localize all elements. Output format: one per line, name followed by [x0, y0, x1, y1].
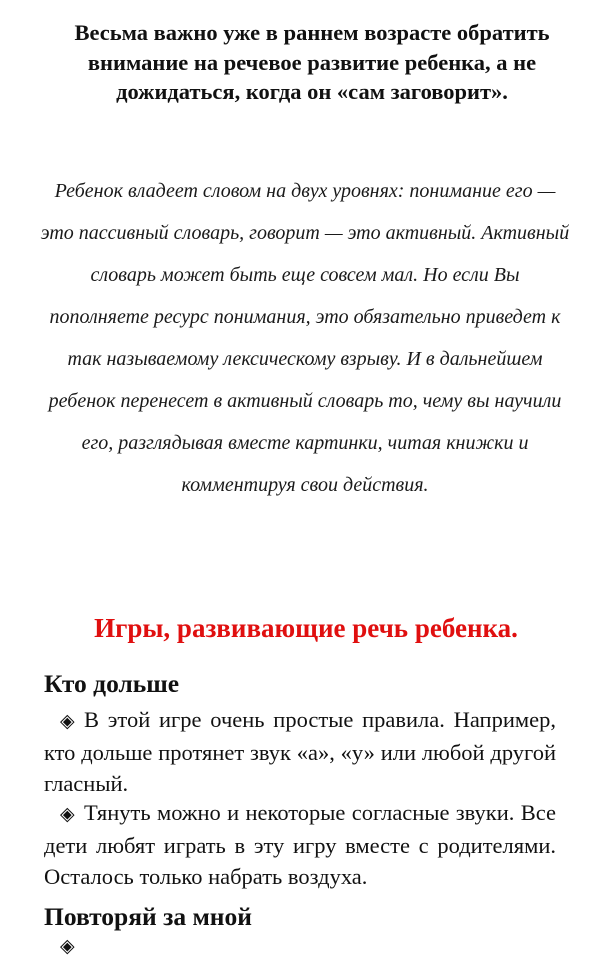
diamond-bullet-icon: ◈ — [60, 710, 75, 732]
game-rule-item — [44, 797, 556, 892]
game-rule-item — [44, 704, 556, 799]
game-rule-text: В этой игре очень простые правила. Например, кто дольше протянет звук «а», «у» или любой другой гласный. — [44, 707, 556, 796]
intro-heading: Весьма важно уже в раннем возрасте обратить внимание на речевое развитие ребенка, а не дожидаться, когда он «сам заговорит». — [74, 20, 550, 104]
diamond-bullet-icon: ◈ — [60, 803, 75, 825]
section-title: Игры, развивающие речь ребенка. — [94, 613, 518, 643]
game-rule-text: Тянуть можно и некоторые согласные звуки. Все дети любят играть в эту игру вместе с родителями. Осталось только набрать воздуха. — [44, 800, 556, 889]
intro-paragraph: Ребенок владеет словом на двух уровнях: понимание его — это пассивный словарь, говорит — это активный. Активный словарь может быть еще совсем мал. Но если Вы пополняете ресурс понимания, это обязательно приведет к так называемому лексическому взрыву. И в дальнейшем ребенок перенесет в активный словарь то, чему вы научили его, разглядывая вместе картинки, читая книжки и комментируя свои действия. — [40, 180, 570, 496]
game-title-povtoryay: Повторяй за мной — [44, 902, 252, 931]
diamond-bullet-icon: ◈ — [60, 935, 75, 957]
game-title-kto-dolshe: Кто дольше — [44, 669, 180, 698]
